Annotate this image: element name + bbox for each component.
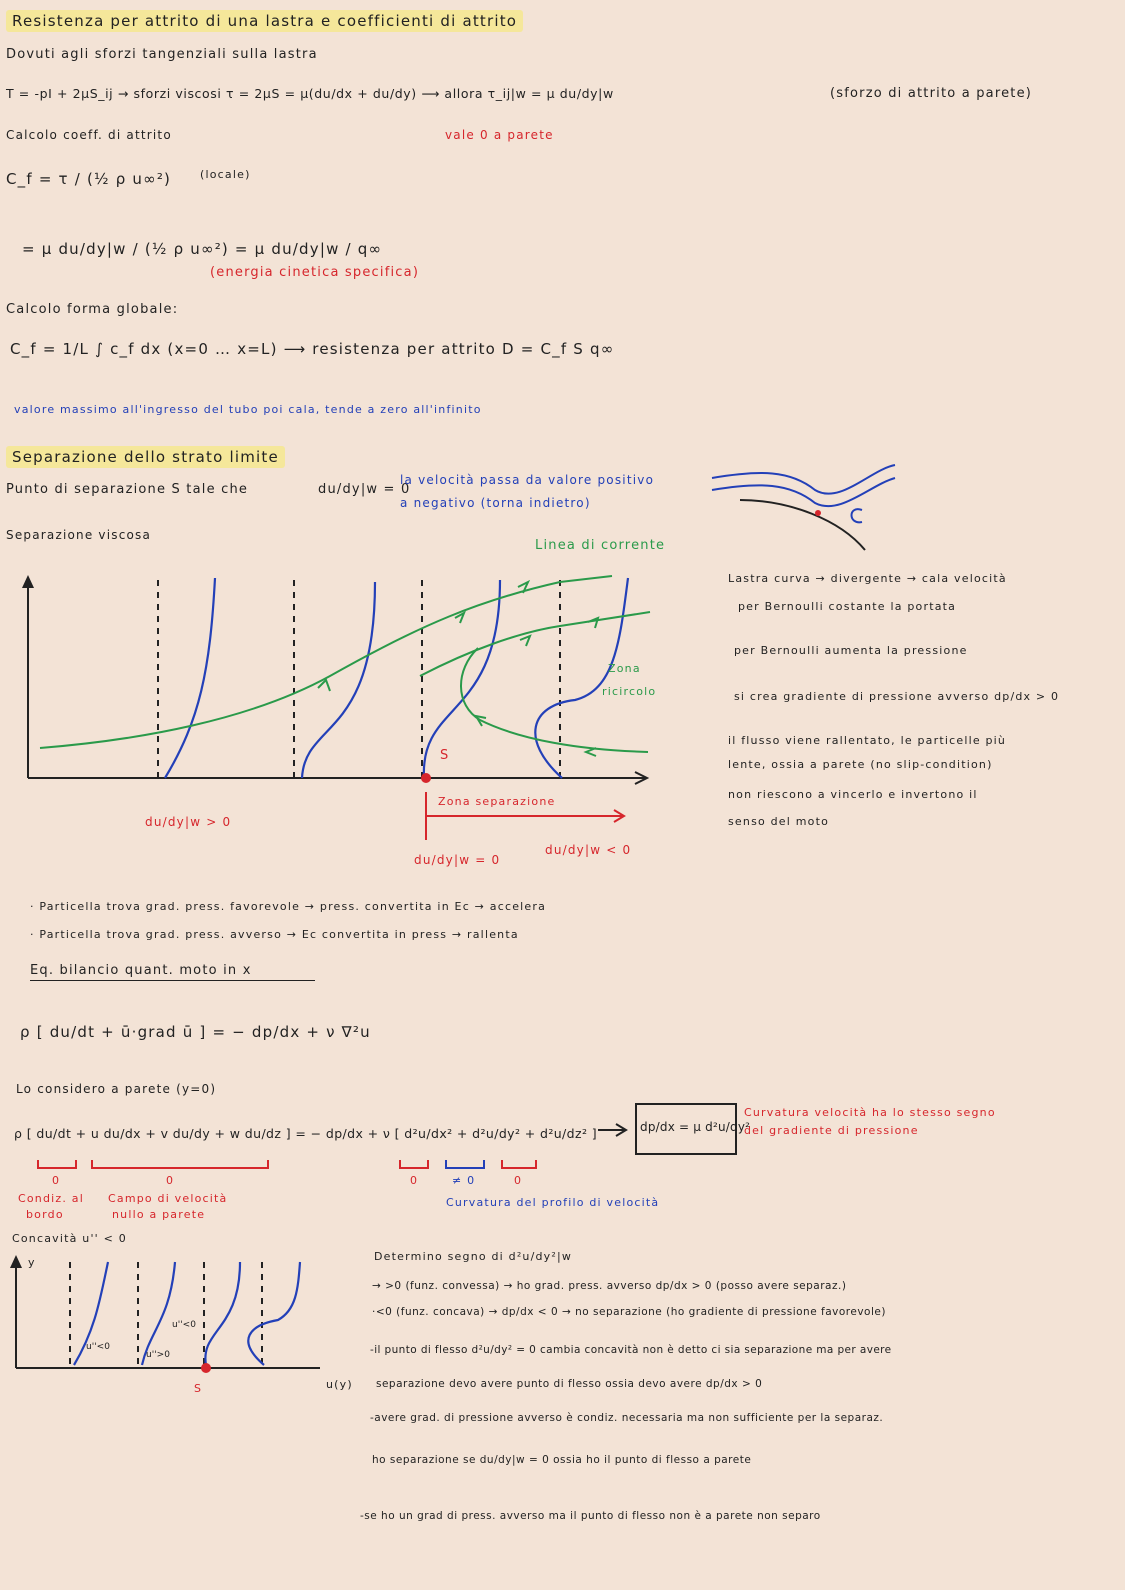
upp-neg-label: u''<0: [86, 1342, 110, 1352]
curvatura-profilo: Curvatura del profilo di velocità: [446, 1196, 660, 1209]
right-note: il flusso viene rallentato, le particelle più: [728, 734, 1007, 747]
punto-sep: Punto di separazione S tale che: [6, 482, 249, 497]
upp-pos-label: u''>0: [146, 1350, 170, 1360]
vale-zero-note: vale 0 a parete: [445, 128, 554, 142]
curvatura-note-2: del gradiente di pressione: [744, 1124, 919, 1137]
linea-corrente-label: Linea di corrente: [535, 538, 666, 553]
ns-equation: ρ [ du/dt + ū·grad ū ] = − dp/dx + ν ∇²u: [20, 1023, 371, 1041]
velocita-passa-2: a negativo (torna indietro): [400, 496, 591, 510]
cf-eq-expanded: = μ du/dy|w / (½ ρ u∞²) = μ du/dy|w / q∞: [22, 240, 383, 258]
page-title: Resistenza per attrito di una lastra e coefficienti di attrito: [6, 10, 523, 32]
valore-massimo-note: valore massimo all'ingresso del tubo poi cala, tende a zero all'infinito: [14, 403, 482, 416]
locale-label: (locale): [200, 168, 251, 181]
line-dovuti: Dovuti agli sforzi tangenziali sulla lastra: [6, 47, 318, 62]
sep-viscosa-label: Separazione viscosa: [6, 528, 152, 542]
curvatura-note-1: Curvatura velocità ha lo stesso segno: [744, 1106, 996, 1119]
right-note: lente, ossia a parete (no slip-condition): [728, 758, 993, 771]
grad-zero-label: du/dy|w = 0: [414, 853, 501, 867]
cf-eq-local: C_f = τ / (½ ρ u∞²): [6, 170, 172, 188]
calcolo-globale: Calcolo forma globale:: [6, 302, 179, 317]
section-separazione: Separazione dello strato limite: [6, 446, 285, 468]
right-note: per Bernoulli costante la portata: [738, 600, 957, 613]
separation-point-label: S: [440, 748, 450, 763]
considero-parete: Lo considero a parete (y=0): [16, 1082, 217, 1096]
zona-ricircolo-1: Zona: [608, 662, 641, 675]
zero-label: 0: [166, 1174, 175, 1187]
energia-note: (energia cinetica specifica): [210, 265, 420, 280]
det-line: → >0 (funz. convessa) → ho grad. press. avverso dp/dx > 0 (posso avere separaz.): [372, 1280, 847, 1292]
ns-full-equation: ρ [ du/dt + u du/dx + v du/dy + w du/dz ] = − dp/dx + ν [ d²u/dx² + d²u/dy² + d²u/dz² ]: [14, 1126, 598, 1141]
det-line: ho separazione se du/dy|w = 0 ossia ho il punto di flesso a parete: [372, 1454, 752, 1466]
velocita-passa-1: la velocità passa da valore positivo: [400, 473, 655, 487]
right-note: si crea gradiente di pressione avverso dp/dx > 0: [734, 690, 1060, 703]
zero-label: 0: [514, 1174, 523, 1187]
right-note: senso del moto: [728, 815, 830, 828]
eq-stress: T = -pI + 2μS_ij → sforzi viscosi τ = 2μS = μ(du/dx + du/dy) ⟶ allora τ_ij|w = μ du/dy|w: [6, 86, 614, 101]
cond-bordo-2: bordo: [26, 1208, 64, 1221]
boxed-equation: dp/dx = μ d²u/dy²: [640, 1120, 751, 1134]
cond-sep: du/dy|w = 0: [318, 482, 411, 497]
det-line: -avere grad. di pressione avverso è condiz. necessaria ma non sufficiente per la separaz.: [370, 1412, 884, 1424]
det-line: -se ho un grad di press. avverso ma il punto di flesso non è a parete non separo: [360, 1510, 821, 1522]
cond-bordo-1: Condiz. al: [18, 1192, 84, 1205]
separation-point-label: S: [194, 1382, 203, 1395]
concavita-label: Concavità u'' < 0: [12, 1232, 127, 1245]
axis-y-label: y: [28, 1256, 36, 1269]
neq-zero-label: ≠ 0: [452, 1174, 476, 1187]
right-note: non riescono a vincerlo e invertono il: [728, 788, 978, 801]
det-line: -il punto di flesso d²u/dy² = 0 cambia concavità non è detto ci sia separazione ma per avere: [370, 1344, 892, 1356]
upp-neg-label: u''<0: [172, 1320, 196, 1330]
eq-bilancio-heading: Eq. bilancio quant. moto in x: [30, 963, 315, 981]
calcolo-coeff: Calcolo coeff. di attrito: [6, 128, 172, 142]
cf-global-eq: C_f = 1/L ∫ c_f dx (x=0 … x=L) ⟶ resistenza per attrito D = C_f S q∞: [10, 340, 615, 358]
bullet-avverso: · Particella trova grad. press. avverso → Ec convertita in press → rallenta: [30, 928, 519, 941]
zero-label: 0: [410, 1174, 419, 1187]
campo-vel-2: nullo a parete: [112, 1208, 206, 1221]
det-line: ·<0 (funz. concava) → dp/dx < 0 → no separazione (ho gradiente di pressione favorevole): [372, 1306, 886, 1318]
determino-line: Determino segno di d²u/dy²|w: [374, 1250, 573, 1263]
bullet-favorevole: · Particella trova grad. press. favorevole → press. convertita in Ec → accelera: [30, 900, 547, 913]
zona-separazione-label: Zona separazione: [438, 795, 556, 808]
grad-positive-label: du/dy|w > 0: [145, 815, 232, 829]
eq-stress-note: (sforzo di attrito a parete): [830, 86, 1033, 101]
zero-label: 0: [52, 1174, 61, 1187]
grad-negative-label: du/dy|w < 0: [545, 843, 632, 857]
right-note: per Bernoulli aumenta la pressione: [734, 644, 968, 657]
axis-x-label: u(y): [326, 1378, 353, 1391]
det-line: separazione devo avere punto di flesso ossia devo avere dp/dx > 0: [376, 1378, 763, 1390]
right-note: Lastra curva → divergente → cala velocità: [728, 572, 1007, 585]
zona-ricircolo-2: ricircolo: [602, 685, 657, 698]
campo-vel-1: Campo di velocità: [108, 1192, 228, 1205]
